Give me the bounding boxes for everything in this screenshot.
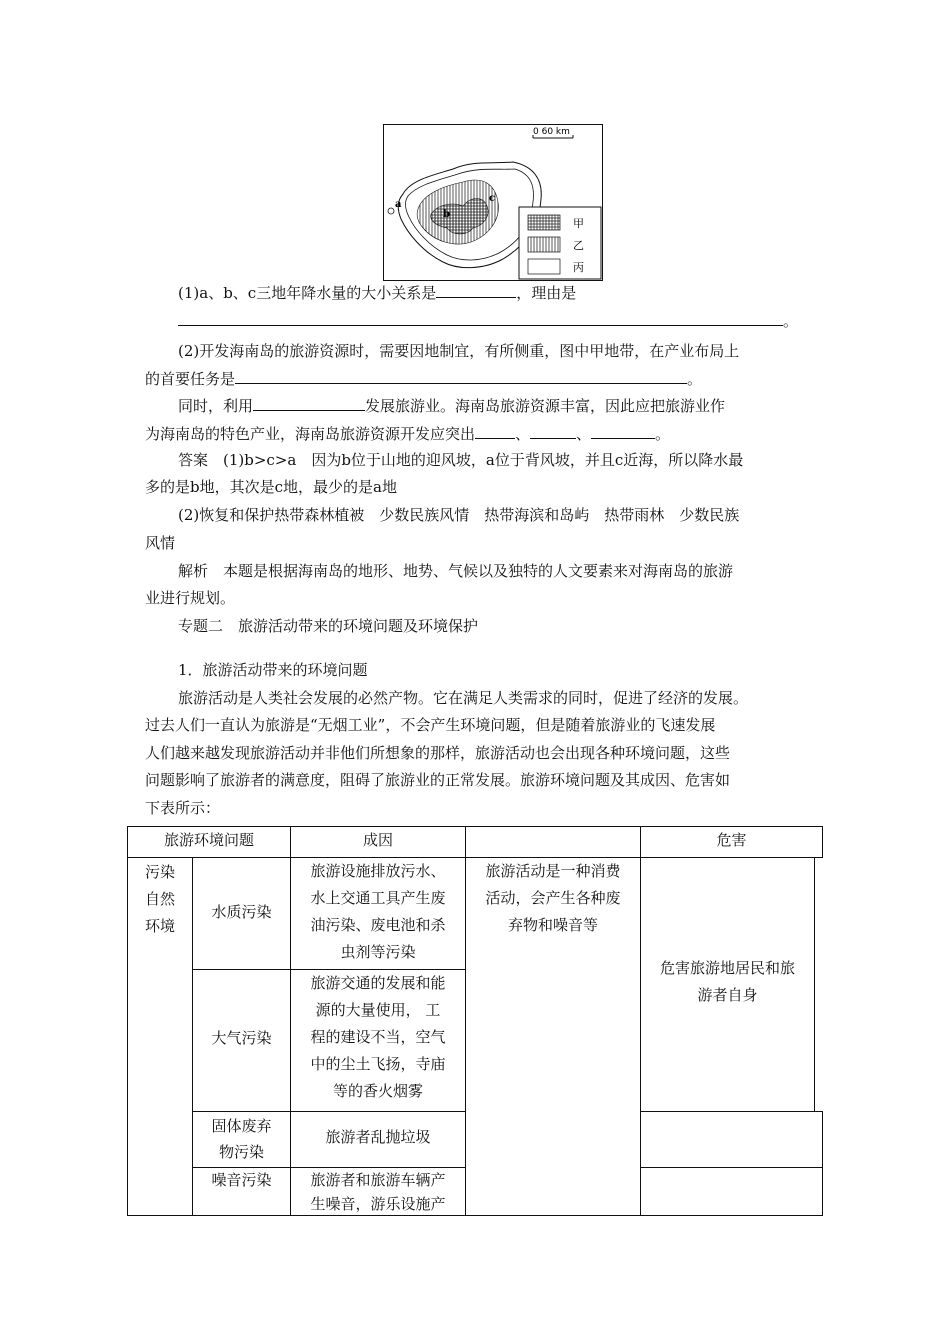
answer-line-3: (2)恢复和保护热带森林植被 少数民族风情 热带海滨和岛屿 热带雨林 少数民族 bbox=[178, 506, 740, 524]
table-row-cause: 旅游者乱抛垃圾 bbox=[325, 1128, 431, 1146]
answer-line-4: 风情 bbox=[145, 534, 176, 552]
point-label-a: a bbox=[395, 199, 402, 210]
topic-heading: 专题二 旅游活动带来的环境问题及环境保护 bbox=[178, 617, 479, 635]
legend-label-jia: 甲 bbox=[573, 217, 584, 230]
paragraph-line-3: 人们越来越发现旅游活动并非他们所想象的那样，旅游活动也会出现各种环境问题，这些 bbox=[145, 744, 731, 762]
question-2-line-3: 同时，利用 发展旅游业。海南岛旅游资源丰富，因此应把旅游业作 bbox=[178, 393, 725, 420]
analysis-line-2: 业进行规划。 bbox=[145, 589, 236, 607]
question-1-line: (1)a、b、c三地年降水量的大小关系是 ，理由是 bbox=[178, 280, 576, 307]
table-row-cause: 旅游者和旅游车辆产 生噪音，游乐设施产 bbox=[310, 1171, 446, 1213]
paragraph-line-1: 旅游活动是人类社会发展的必然产物。它在满足人类需求的同时，促进了经济的发展。 bbox=[178, 689, 749, 707]
table-row-name: 固体废弃 物污染 bbox=[211, 1117, 272, 1161]
table-common-cause: 旅游活动是一种消费 活动，会产生各种废 弃物和噪音等 bbox=[485, 862, 621, 934]
legend-label-bing: 丙 bbox=[573, 261, 584, 274]
topic-subheading: 1．旅游活动带来的环境问题 bbox=[178, 661, 368, 679]
question-2-line-2: 的首要任务是 。 bbox=[145, 366, 702, 393]
table-row-name: 大气污染 bbox=[211, 1029, 272, 1047]
answer-line-1: 答案 (1)b>c>a 因为b位于山地的迎风坡，a位于背风坡，并且c近海，所以降水最 bbox=[178, 451, 744, 469]
table-header-problem: 旅游环境问题 bbox=[163, 831, 254, 849]
paragraph-line-4: 问题影响了旅游者的满意度，阻碍了旅游业的正常发展。旅游环境问题及其成因、危害如 bbox=[145, 771, 731, 789]
table-row-cause: 旅游设施排放污水、 水上交通工具产生废 油污染、废电池和杀 虫剂等污染 bbox=[310, 862, 446, 961]
question-1-blank-line: 。 bbox=[178, 308, 798, 335]
answer-blank[interactable] bbox=[178, 308, 783, 326]
answer-blank[interactable] bbox=[253, 393, 365, 411]
table-harm: 危害旅游地居民和旅 游者自身 bbox=[659, 959, 795, 1004]
answer-blank[interactable] bbox=[235, 366, 687, 384]
table-row-cause: 旅游交通的发展和能 源的大量使用， 工 程的建设不当，空气 中的尘土飞扬，寺庙 等的香火烟雾 bbox=[310, 974, 446, 1100]
table-row-name: 水质污染 bbox=[211, 903, 272, 921]
answer-line-2: 多的是b地，其次是c地，最少的是a地 bbox=[145, 478, 397, 496]
table-header-harm: 危害 bbox=[716, 831, 747, 849]
table-category: 污染 自然 环境 bbox=[144, 863, 175, 935]
point-label-b: b bbox=[443, 209, 450, 220]
answer-blank[interactable] bbox=[591, 421, 655, 439]
analysis-line-1: 解析 本题是根据海南岛的地形、地势、气候以及独特的人文要素来对海南岛的旅游 bbox=[178, 562, 734, 580]
scale-label: 0 60 km bbox=[533, 127, 570, 137]
answer-blank[interactable] bbox=[530, 421, 576, 439]
question-2-line-1: (2)开发海南岛的旅游资源时，需要因地制宜，有所侧重，图中甲地带，在产业布局上 bbox=[178, 342, 740, 360]
table-row-name: 噪音污染 bbox=[211, 1171, 272, 1189]
answer-blank[interactable] bbox=[436, 280, 516, 298]
point-label-c: c bbox=[489, 193, 496, 204]
question-2-line-4: 为海南岛的特色产业，海南岛旅游资源开发应突出 、 、 。 bbox=[145, 421, 670, 448]
paragraph-line-5: 下表所示： bbox=[145, 799, 221, 817]
legend-label-yi: 乙 bbox=[573, 239, 584, 252]
answer-blank[interactable] bbox=[475, 421, 515, 439]
table-header-cause: 成因 bbox=[362, 831, 393, 849]
hainan-map-figure bbox=[383, 124, 603, 281]
paragraph-line-2: 过去人们一直认为旅游是“无烟工业”，不会产生环境问题，但是随着旅游业的飞速发展 bbox=[145, 716, 716, 734]
